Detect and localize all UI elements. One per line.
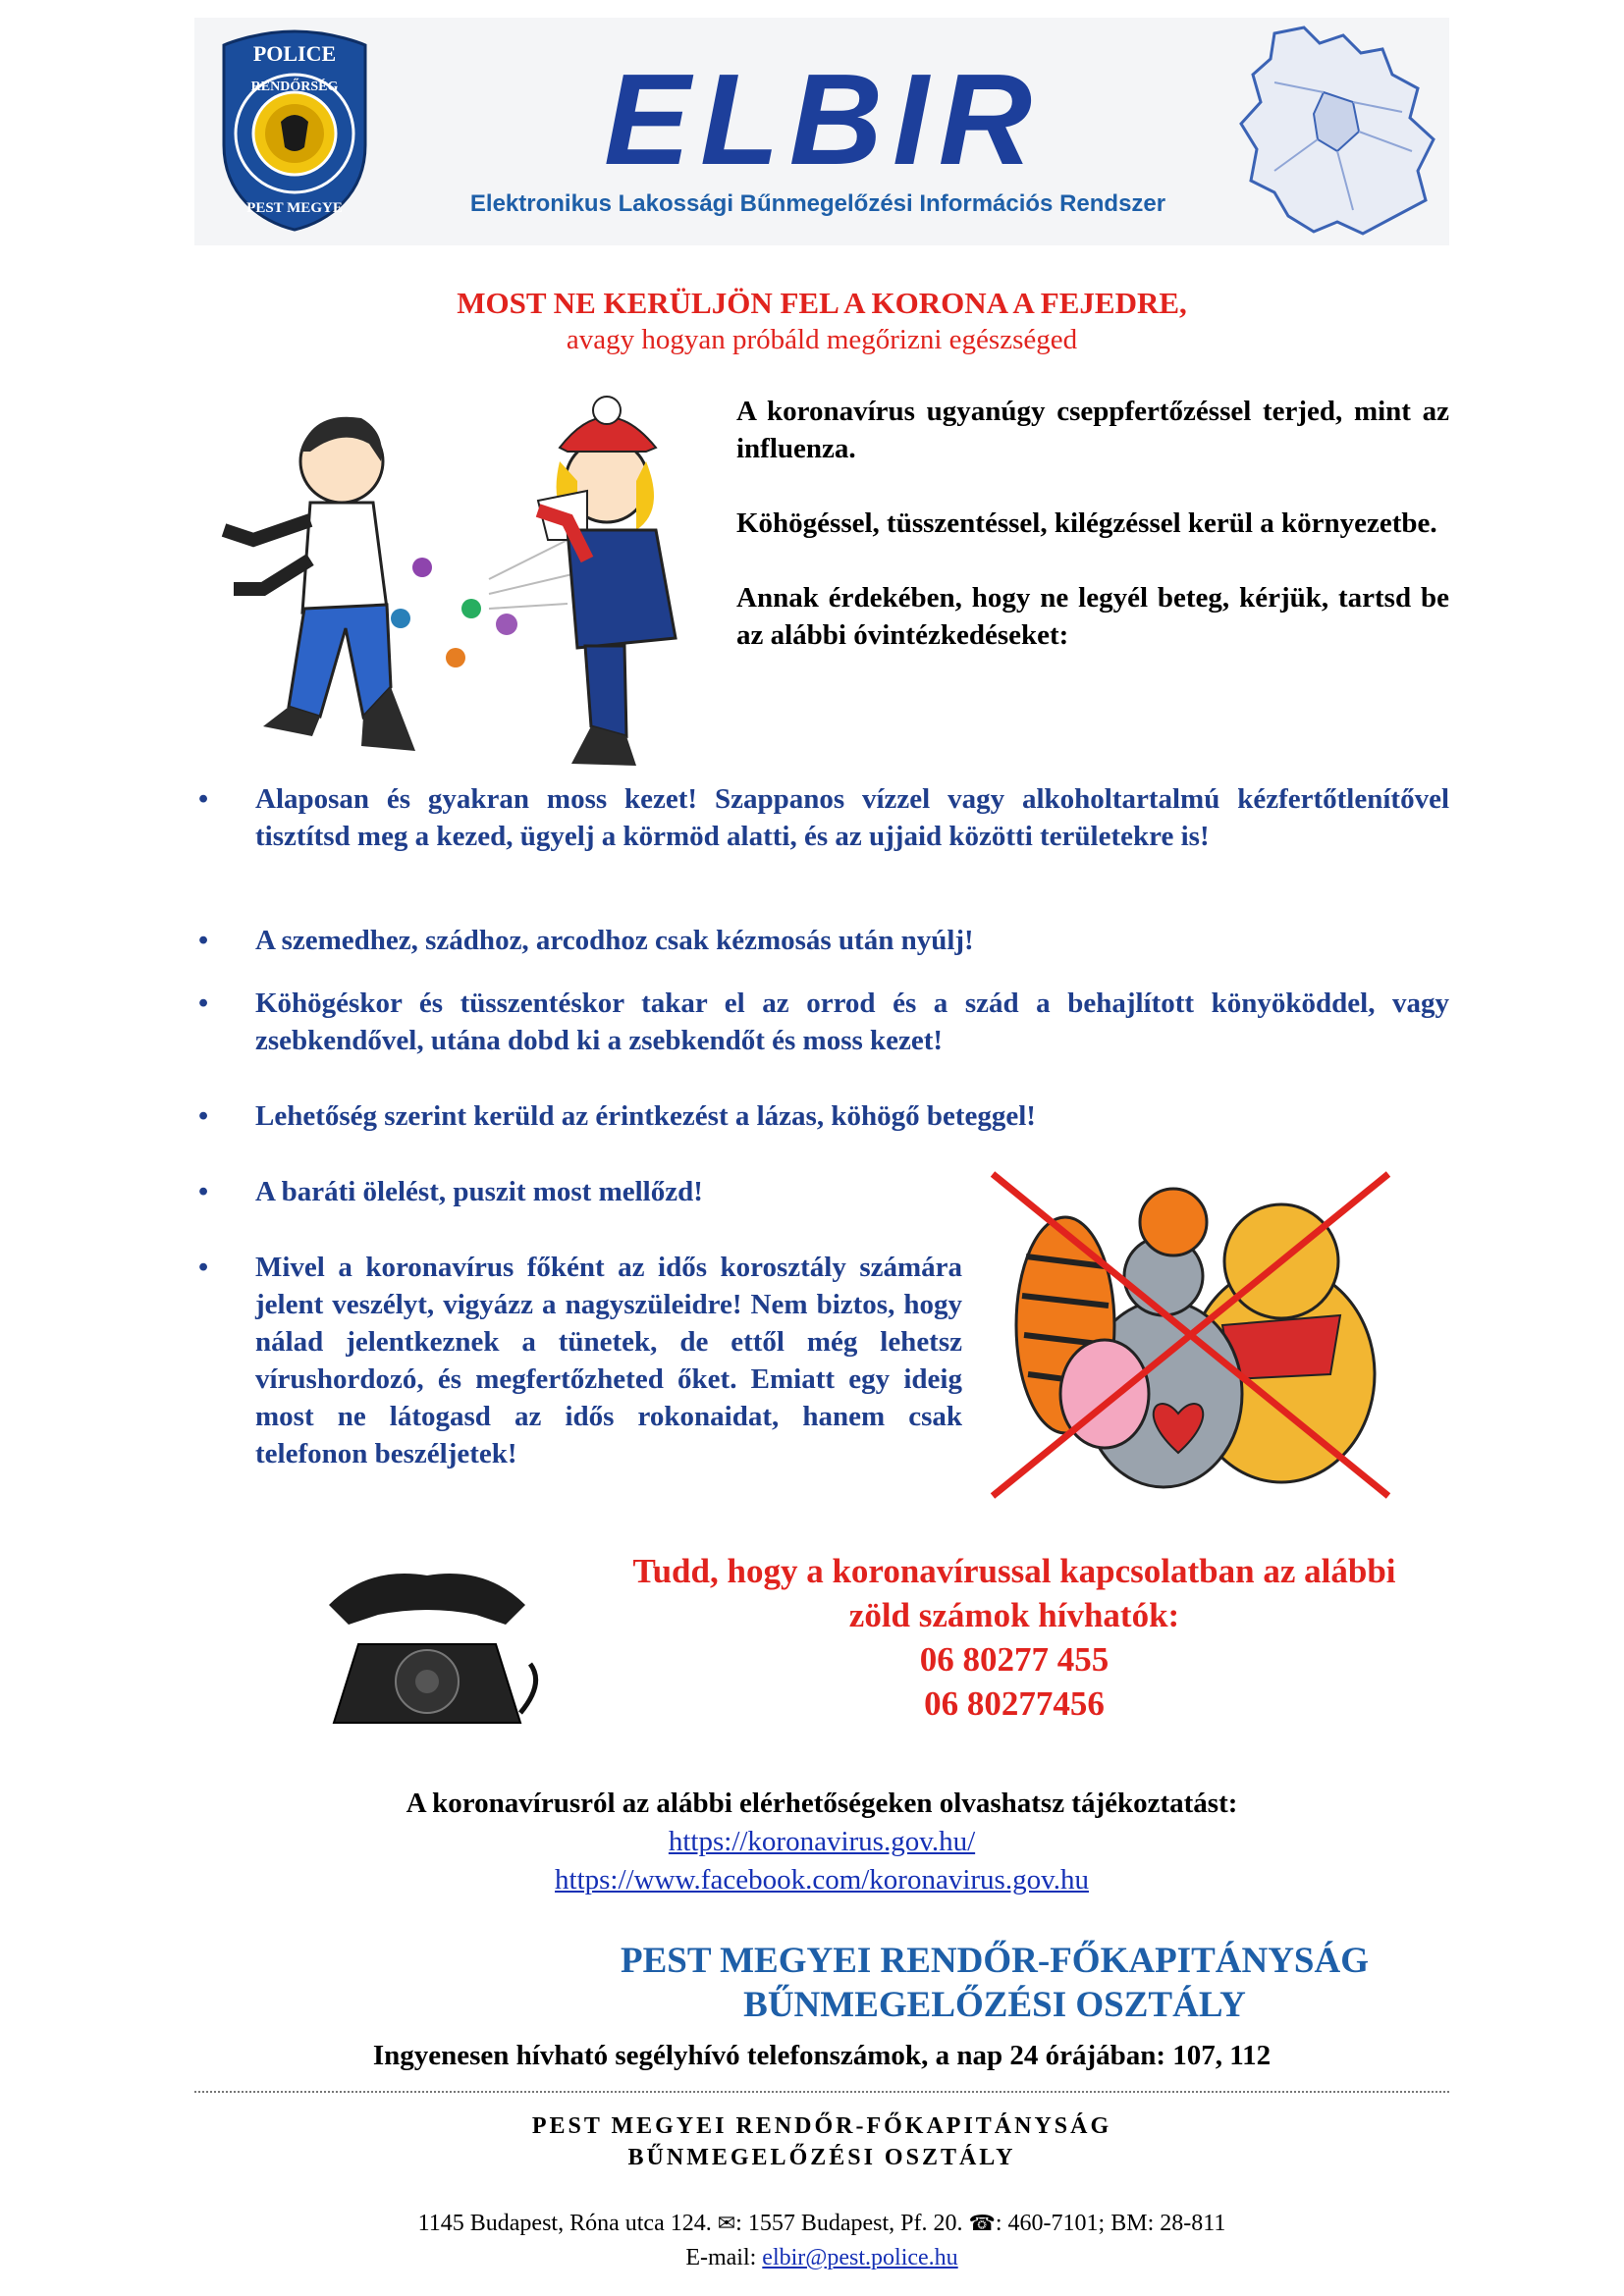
advice-text: Alaposan és gyakran moss kezet! Szappanos vízzel vagy alkoholtartalmú kézfertőtlenítővel tisztítsd meg a kezed, ügyelj a körmöd alatti, és az ujjaid közötti területekre is! (255, 783, 1449, 852)
header-banner (194, 18, 1449, 245)
footer-org-line: BŰNMEGELŐZÉSI OSZTÁLY (627, 2145, 1016, 2170)
advice-bullet (198, 1097, 1449, 1135)
hotline-text: Tudd, hogy a koronavírussal kapcsolatban az alábbi (632, 1552, 1396, 1590)
advice-bullet (198, 985, 1449, 1059)
footer-address: 1145 Budapest, Róna utca 124. (417, 2211, 712, 2236)
advice-text: A baráti ölelést, puszit most mellőzd! (255, 1176, 703, 1207)
elbir-subtitle: Elektronikus Lakossági Bűnmegelőzési Információs Rendszer (469, 190, 1166, 217)
hotline-number: 06 80277 455 (919, 1640, 1110, 1679)
bullet-marker: • (198, 925, 209, 956)
pest-county-map-image (1235, 24, 1441, 240)
bullet-marker: • (198, 1176, 209, 1207)
bullet-marker: • (198, 1252, 209, 1283)
headline (194, 285, 1449, 357)
bullet-marker: • (198, 1100, 209, 1132)
facebook-koronavirus-link[interactable]: https://www.facebook.com/koronavirus.gov.hu (555, 1864, 1089, 1896)
green-number-hotline (579, 1549, 1449, 1726)
telephone-image (309, 1566, 545, 1742)
footer-postal: : 1557 Budapest, Pf. 20. (735, 2211, 963, 2236)
koronavirus-gov-link[interactable]: https://koronavirus.gov.hu/ (668, 1826, 976, 1857)
intro-text (736, 393, 1449, 691)
crossed-out-hugging-cartoon-illustration (987, 1168, 1394, 1502)
email-label: E-mail: (685, 2245, 757, 2270)
svg-text:POLICE: POLICE (252, 41, 337, 66)
advice-text: Lehetőség szerint kerüld az érintkezést a lázas, köhögő beteggel! (255, 1100, 1036, 1132)
footer-organization (194, 2110, 1449, 2173)
hotline-text: zöld számok hívhatók: (848, 1596, 1180, 1634)
intro-paragraph: A koronavírus ugyanúgy cseppfertőzéssel terjed, mint az influenza. (736, 396, 1449, 464)
headline-title: MOST NE KERÜLJÖN FEL A KORONA A FEJEDRE, (457, 286, 1187, 320)
department-line: PEST MEGYEI RENDŐR-FŐKAPITÁNYSÁG (620, 1941, 1369, 1981)
advice-bullet (198, 1173, 884, 1210)
hotline-number: 06 80277456 (924, 1684, 1105, 1723)
svg-text:ELBIR: ELBIR (604, 62, 1042, 180)
advice-bullet (198, 922, 1449, 959)
info-lead-text: A koronavírusról az alábbi elérhetőségeken olvashatsz tájékoztatást: (406, 1788, 1238, 1819)
emergency-numbers: Ingyenesen hívható segélyhívó telefonszámok, a nap 24 órájában: 107, 112 (372, 2040, 1272, 2071)
intro-paragraph: Köhögéssel, tüsszentéssel, kilégzéssel kerül a környezetbe. (736, 507, 1437, 539)
bullet-marker: • (198, 783, 209, 815)
footer-org-line: PEST MEGYEI RENDŐR-FŐKAPITÁNYSÁG (531, 2113, 1112, 2139)
email-link[interactable]: elbir@pest.police.hu (762, 2245, 958, 2270)
svg-text:PEST MEGYE: PEST MEGYE (246, 200, 343, 216)
department-name (540, 1939, 1449, 2027)
telephone-icon: ☎ (968, 2212, 996, 2236)
department-line: BŰNMEGELŐZÉSI OSZTÁLY (743, 1985, 1246, 2025)
advice-text: Köhögéskor és tüsszentéskor takar el az orrod és a szád a behajlított könyököddel, vagy zsebkendővel, utána dobd ki a zsebkendőt és moss kezet! (255, 988, 1449, 1056)
headline-subtitle: avagy hogyan próbáld megőrizni egészséged (566, 324, 1078, 355)
envelope-icon: ✉ (717, 2212, 736, 2236)
sneezing-cartoon-illustration (194, 393, 715, 785)
police-badge-logo (216, 27, 373, 234)
elbir-wordmark (469, 62, 1176, 180)
svg-text:RENDŐRSÉG: RENDŐRSÉG (250, 80, 339, 94)
advice-text: Mivel a koronavírus főként az idős korosztály számára jelent veszélyt, vigyázz a nagyszüleidre! Nem biztos, hogy nálad jelentkeznek a tünetek, de ettől még lehetsz vírushordozó, és megfertőzheted őket. Emiatt egy ideig most ne látogasd az idős rokonaidat, hanem csak telefonon beszéljetek! (255, 1252, 962, 1469)
contact-row (194, 2207, 1449, 2241)
info-section (194, 1785, 1449, 1899)
advice-bullet (198, 780, 1449, 855)
contact-row (194, 2241, 1449, 2274)
advice-text: A szemedhez, szádhoz, arcodhoz csak kézmosás után nyúlj! (255, 925, 974, 956)
bullet-marker: • (198, 988, 209, 1019)
footer-contact (194, 2207, 1449, 2274)
intro-paragraph: Annak érdekében, hogy ne legyél beteg, kérjük, tartsd be az alábbi óvintézkedéseket: (736, 582, 1449, 651)
footer-phone: : 460-7101; BM: 28-811 (995, 2211, 1226, 2236)
footer-divider (194, 2091, 1449, 2093)
advice-bullet (198, 1249, 962, 1472)
